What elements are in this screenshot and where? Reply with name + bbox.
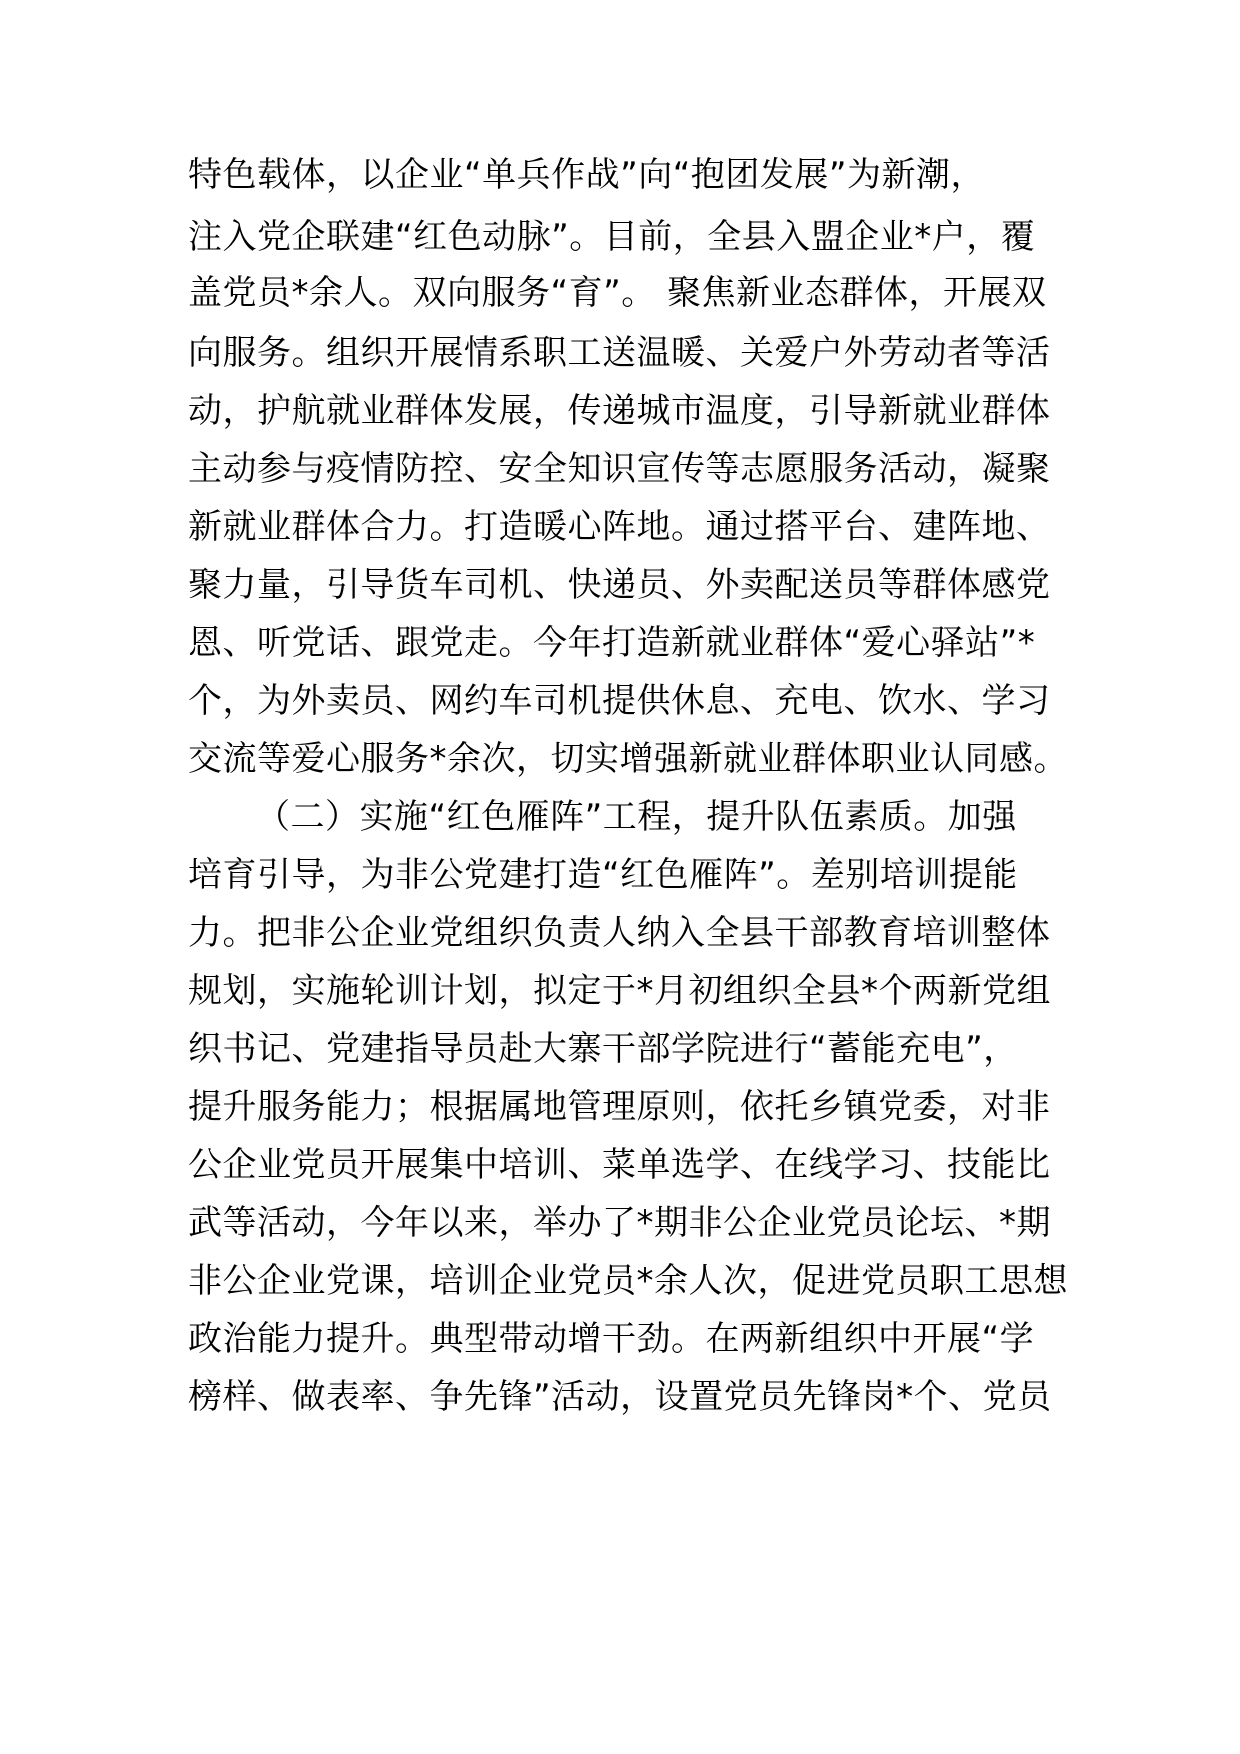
text-line: 恩、听党话、跟党走。今年打造新就业群体“爱心驿站”* [188,623,1036,663]
text-line: 力。把非公企业党组织负责人纳入全县干部教育培训整体 [188,913,1051,953]
text-line: 注入党企联建“红色动脉”。目前，全县入盟企业*户，覆 [188,217,1036,257]
text-line: 武等活动，今年以来，举办了*期非公企业党员论坛、*期 [188,1203,1051,1243]
text-line: 榜样、做表率、争先锋”活动，设置党员先锋岗*个、党员 [188,1377,1052,1417]
text-line: 培育引导，为非公党建打造“红色雁阵”。差别培训提能 [188,855,1018,895]
text-line: 新就业群体合力。打造暖心阵地。通过搭平台、建阵地、 [188,507,1051,547]
text-line: 规划，实施轮训计划，拟定于*月初组织全县*个两新党组 [188,971,1051,1011]
text-line: 公企业党员开展集中培训、菜单选学、在线学习、技能比 [188,1145,1051,1185]
text-line: 主动参与疫情防控、安全知识宣传等志愿服务活动，凝聚 [188,449,1051,489]
text-line: 动，护航就业群体发展，传递城市温度，引导新就业群体 [188,391,1051,431]
text-line: 盖党员*余人。双向服务“育”。 聚焦新业态群体，开展双 [188,273,1047,313]
section-heading-line: （二）实施“红色雁阵”工程，提升队伍素质。加强 [256,797,1017,837]
text-line: 聚力量，引导货车司机、快递员、外卖配送员等群体感党 [188,565,1051,605]
text-line: 非公企业党课，培训企业党员*余人次，促进党员职工思想 [188,1261,1068,1301]
text-line: 个，为外卖员、网约车司机提供休息、充电、饮水、学习 [188,681,1051,721]
text-line: 织书记、党建指导员赴大寨干部学院进行“蓄能充电”， [188,1029,1018,1069]
text-line: 向服务。组织开展情系职工送温暖、关爱户外劳动者等活 [188,333,1051,373]
text-line: 交流等爱心服务*余次，切实增强新就业群体职业认同感。 [188,739,1068,779]
text-line: 特色载体，以企业“单兵作战”向“抱团发展”为新潮， [188,155,985,195]
text-line: 政治能力提升。典型带动增干劲。在两新组织中开展“学 [188,1319,1035,1359]
text-line: 提升服务能力；根据属地管理原则，依托乡镇党委，对非 [188,1087,1051,1127]
